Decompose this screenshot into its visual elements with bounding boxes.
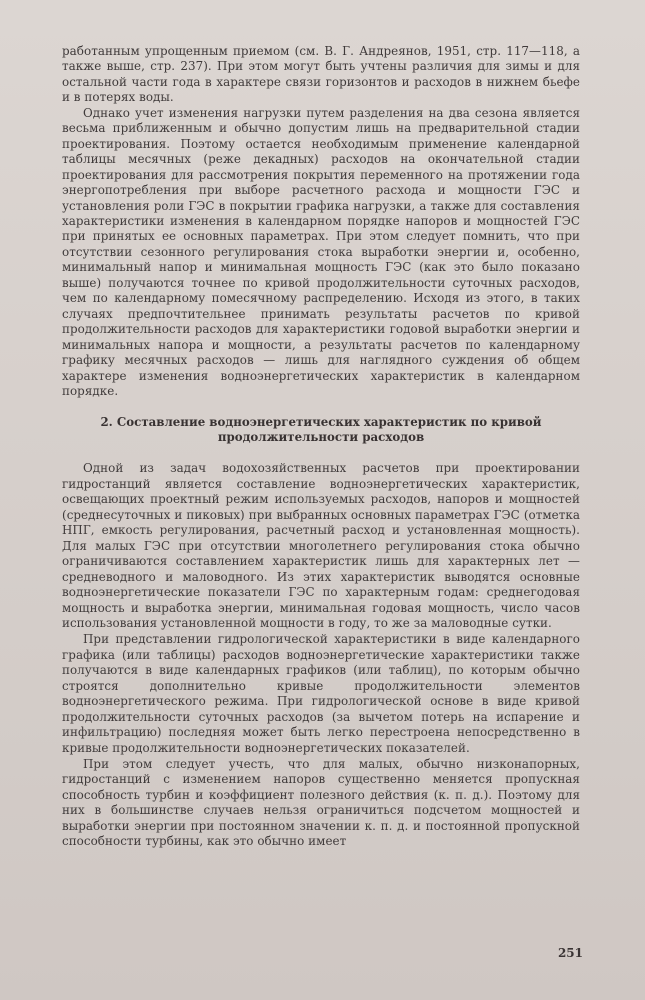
section-heading-number: 2. [100,415,113,430]
page-body [62,44,580,964]
paragraph-4: При представлении гидрологической характеристики в виде календарного графика (или таблицы) расходов водноэнергетические характеристики также получаются в виде календарных графиков (или таблиц), по которым обычно строятся дополнительно кривые продолжительности элементов водноэнергетического режима. При гидрологической основе в виде кривой продолжительности суточных расходов (за вычетом потерь на испарение и инфильтрацию) последняя может быть легко перестроена непосредственно в кривые продолжительности водноэнергетических показателей. [62,632,580,755]
paragraph-5: При этом следует учесть, что для малых, обычно низконапорных, гидростанций с изменением напоров существенно меняется пропускная способность турбин и коэффициент полезного действия (к. п. д.). Поэтому для них в большинстве случаев нельзя ограничиться подсчетом мощностей и выработки энергии при постоянном значении к. п. д. и постоянной пропускной способности турбины, как это обычно имеет [62,757,580,849]
section-heading [62,415,580,445]
section-heading-text: Составление водноэнергетических характеристик по кривой продолжительности расходов [116,415,542,445]
paragraph-2: Однако учет изменения нагрузки путем разделения на два сезона является весьма приближенным и обычно допустим лишь на предварительной стадии проектирования. Поэтому остается необходимым применение календарной таблицы месячных (реже декадных) расходов на окончательной стадии проектирования для рассмотрения покрытия переменного на протяжении года энергопотребления при выборе расчетного расхода и мощности ГЭС и установления роли ГЭС в покрытии графика нагрузки, а также для составления характеристики изменения в календарном порядке напоров и мощностей ГЭС при принятых ее основных параметрах. При этом следует помнить, что при отсутствии сезонного регулирования стока выработки энергии и, особенно, минимальный напор и минимальная мощность ГЭС (как это было показано выше) получаются точнее по кривой продолжительности суточных расходов, чем по календарному помесячному распределению. Исходя из этого, в таких случаях предпочтительнее принимать результаты расчетов по кривой продолжительности расходов для характеристики годовой выработки энергии и минимальных напора и мощности, а результаты расчетов по календарному графику месячных расходов — лишь для наглядного суждения об общем характере изменения водноэнергетических характеристик в календарном порядке. [62,105,580,398]
paragraph-3: Одной из задач водохозяйственных расчетов при проектировании гидростанций является составление водноэнергетических характеристик, освещающих проектный режим используемых расходов, напоров и мощностей (среднесуточных и пиковых) при выбранных основных параметрах ГЭС (отметка НПГ, емкость регулирования, расчетный расход и установленная мощность). Для малых ГЭС при отсутствии многолетнего регулирования стока обычно ограничиваются составлением характеристик лишь для характерных лет — средневодного и маловодного. Из этих характеристик выводятся основные водноэнергетические показатели ГЭС по характерным годам: среднегодовая мощность и выработка энергии, минимальная годовая мощность, число часов использования установленной мощности в году, то же за маловодные сутки. [62,461,580,630]
page-number: 251 [557,946,583,960]
paragraph-1: работанным упрощенным приемом (см. В. Г. Андреянов, 1951, стр. 117—118, а также выше, стр. 237). При этом могут быть учтены различия для зимы и для остальной части года в характере связи горизонтов и расходов в нижнем бьефе и в потерях воды. [62,44,580,105]
